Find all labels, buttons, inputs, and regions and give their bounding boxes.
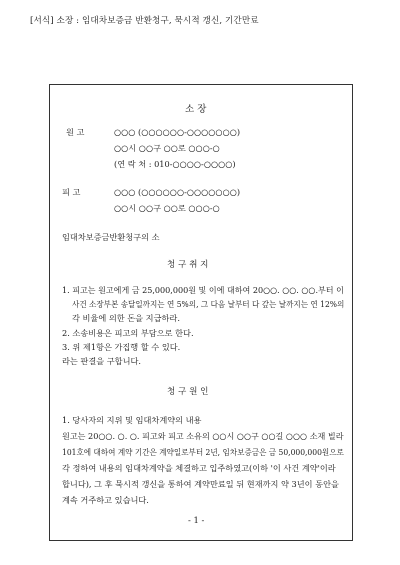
page-number: - 1 - [188, 515, 205, 525]
plaintiff-address: ○○시 ○○구 ○○로 ○○○-○ [114, 143, 220, 153]
case-name: 임대차보증금반환청구의 소 [62, 232, 160, 242]
defendant-name-id: ○○○ (○○○○○○-○○○○○○○) [114, 187, 241, 197]
cause-line: 계속 거주하고 있습니다. [62, 495, 149, 505]
claim-line: 1. 피고는 원고에게 금 25,000,000원 및 이에 대하여 20○○. ○○. ○○.부터 이 [62, 285, 344, 295]
defendant-label: 피 고 [62, 187, 81, 197]
cause-line: 101호에 대하여 계약 기간은 계약일로부터 2년, 임차보증금은 금 50,000,000원으로 [62, 447, 344, 457]
complaint-document [49, 84, 353, 541]
claim-heading: 청 구 취 지 [167, 260, 209, 270]
cause-line: 합니다), 그 후 묵시적 갱신을 통하여 계약만료일 뒤 현재까지 약 3년이 동안을 [62, 479, 339, 489]
cause-heading: 청 구 원 인 [167, 387, 209, 397]
form-header: [서식] 소장 : 임대차보증금 반환청구, 묵시적 갱신, 기간만료 [30, 16, 259, 26]
document-title: 소 장 [185, 104, 207, 115]
claim-line: 각 비율에 의한 돈을 지급하라. [72, 313, 180, 323]
claim-line: 2. 소송비용은 피고의 부담으로 한다. [62, 328, 194, 338]
cause-line: 원고는 20○○. ○. ○. 피고와 피고 소유의 ○○시 ○○구 ○○길 ○○○ 소재 빌라 [62, 431, 344, 441]
defendant-address: ○○시 ○○구 ○○로 ○○○-○ [114, 203, 220, 213]
plaintiff-contact: (연 락 처 : 010-○○○○-○○○○) [114, 159, 236, 169]
claim-line: 라는 판결을 구합니다. [62, 356, 141, 366]
plaintiff-label: 원 고 [66, 127, 85, 137]
claim-line: 3. 위 제1항은 가집행 할 수 있다. [62, 342, 181, 352]
cause-line: 각 정하여 내용의 임대차계약을 체결하고 입주하였고(이하 '이 사건 계약'이라 [62, 463, 336, 473]
claim-line: 사건 소장부본 송달일까지는 연 5%의, 그 다음 날부터 다 갚는 날까지는 연 12%의 [72, 299, 345, 309]
plaintiff-name-id: ○○○ (○○○○○○-○○○○○○○) [114, 127, 241, 137]
cause-subheading: 1. 당사자의 지위 및 임대차계약의 내용 [62, 415, 202, 425]
